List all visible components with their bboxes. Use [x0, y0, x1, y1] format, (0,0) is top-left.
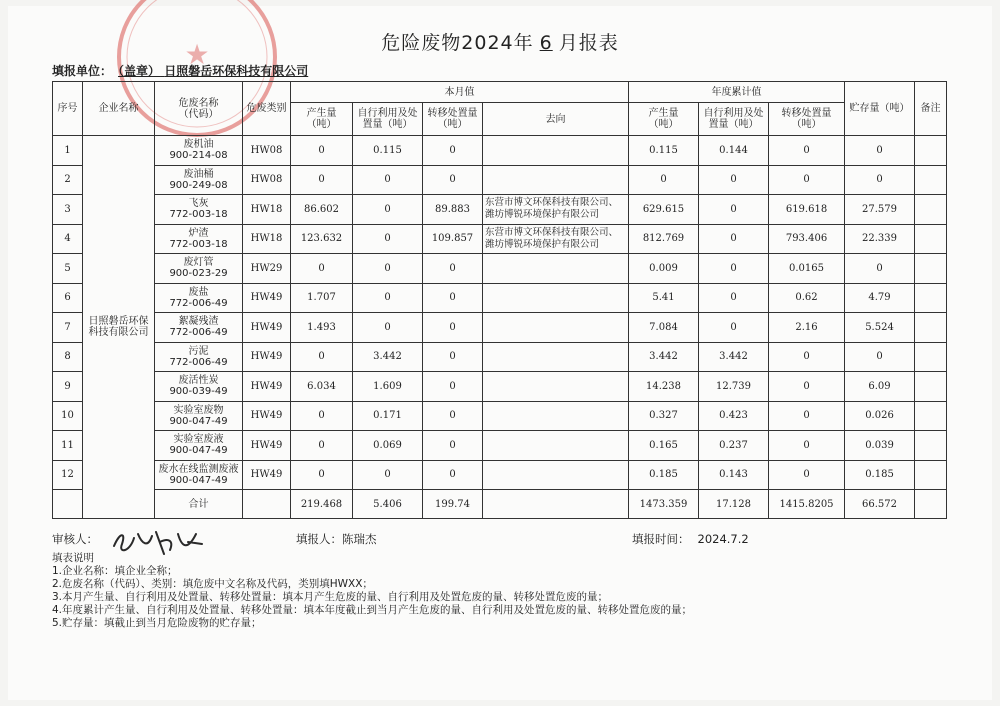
header-year-self-use: 自行利用及处 置量（吨）: [699, 103, 769, 136]
transfer-cell: 0: [423, 401, 483, 431]
year-produced-cell: 14.238: [629, 372, 699, 402]
category-cell: HW49: [243, 431, 291, 461]
seq-cell: 3: [53, 195, 83, 225]
transfer-cell: 0: [423, 342, 483, 372]
instructions-heading: 填表说明: [52, 552, 94, 564]
destination-cell: [483, 136, 629, 166]
total-year-transfer: 1415.8205: [769, 490, 845, 519]
produced-cell: 1.707: [291, 283, 353, 313]
category-cell: HW49: [243, 401, 291, 431]
remark-cell: [915, 401, 947, 431]
category-cell: HW49: [243, 372, 291, 402]
destination-cell: [483, 342, 629, 372]
instruction-item: 3.本月产生量、自行利用及处置量、转移处置量：填本月产生危废的量、自行利用及处置危废的量、转移处置危废的量；: [52, 591, 609, 603]
storage-cell: 0: [845, 165, 915, 195]
category-cell: HW49: [243, 342, 291, 372]
category-cell: HW29: [243, 254, 291, 284]
self-use-cell: 3.442: [353, 342, 423, 372]
waste-name-cell: [155, 224, 243, 254]
year-transfer-cell: 619.618: [769, 195, 845, 225]
instruction-item: 5.贮存量：填截止到当月危险废物的贮存量；: [52, 617, 262, 629]
waste-name-cell: [155, 431, 243, 461]
total-label: 合计: [155, 490, 243, 519]
reviewer-label: 审核人：: [52, 532, 98, 546]
header-remark: 备注: [915, 82, 947, 136]
header-self-use: 自行利用及处 置量（吨）: [353, 103, 423, 136]
table-row: [53, 401, 947, 431]
self-use-cell: 0: [353, 165, 423, 195]
date-label: 填报时间：: [632, 532, 690, 546]
year-self-use-cell: 12.739: [699, 372, 769, 402]
waste-code: 772-003-18: [169, 238, 228, 250]
destination-cell: [483, 313, 629, 343]
storage-cell: 0.039: [845, 431, 915, 461]
waste-name: 废盐: [188, 286, 209, 298]
year-produced-cell: 0.115: [629, 136, 699, 166]
seq-cell: 5: [53, 254, 83, 284]
table-row: [53, 254, 947, 284]
transfer-cell: 109.857: [423, 224, 483, 254]
year-produced-cell: 629.615: [629, 195, 699, 225]
waste-code: 900-039-49: [169, 386, 228, 398]
category-cell: HW08: [243, 136, 291, 166]
year-produced-cell: 0.165: [629, 431, 699, 461]
waste-name: 污泥: [188, 345, 209, 357]
transfer-cell: 0: [423, 136, 483, 166]
self-use-cell: 0.171: [353, 401, 423, 431]
waste-name-cell: [155, 401, 243, 431]
category-cell: HW18: [243, 195, 291, 225]
table-row: [53, 431, 947, 461]
header-storage: 贮存量（吨）: [845, 82, 915, 136]
category-cell: HW49: [243, 283, 291, 313]
year-transfer-cell: 0.0165: [769, 254, 845, 284]
waste-name: 废机油: [183, 139, 214, 151]
table-row: [53, 372, 947, 402]
year-produced-cell: 812.769: [629, 224, 699, 254]
waste-code: 900-214-08: [169, 150, 228, 162]
table-row: [53, 224, 947, 254]
total-blank: [243, 490, 291, 519]
waste-name-cell: [155, 460, 243, 490]
produced-cell: 0: [291, 136, 353, 166]
seq-cell: 4: [53, 224, 83, 254]
title-month: 6: [539, 32, 553, 54]
date-block: [632, 531, 749, 547]
total-year-self-use: 17.128: [699, 490, 769, 519]
total-row: [53, 490, 947, 519]
reporting-unit: [52, 62, 308, 79]
waste-name: 炉渣: [188, 227, 209, 239]
table-row: [53, 460, 947, 490]
produced-cell: 0: [291, 431, 353, 461]
transfer-cell: 0: [423, 283, 483, 313]
self-use-cell: 0: [353, 254, 423, 284]
table-body: [53, 136, 947, 519]
table-row: [53, 313, 947, 343]
storage-cell: 5.524: [845, 313, 915, 343]
year-transfer-cell: 0: [769, 401, 845, 431]
storage-cell: 0.026: [845, 401, 915, 431]
storage-cell: 27.579: [845, 195, 915, 225]
waste-name-cell: [155, 195, 243, 225]
year-produced-cell: 0.009: [629, 254, 699, 284]
category-cell: HW49: [243, 313, 291, 343]
filler-block: [296, 531, 377, 547]
waste-code: 900-047-49: [169, 474, 228, 486]
storage-cell: 6.09: [845, 372, 915, 402]
storage-cell: 0: [845, 136, 915, 166]
header-produced: 产生量 （吨）: [291, 103, 353, 136]
year-self-use-cell: 0.144: [699, 136, 769, 166]
year-self-use-cell: 0.423: [699, 401, 769, 431]
filler-name: 陈瑞杰: [342, 532, 377, 546]
waste-code: 900-023-29: [169, 268, 228, 280]
seq-cell: 6: [53, 283, 83, 313]
produced-cell: 1.493: [291, 313, 353, 343]
remark-cell: [915, 136, 947, 166]
waste-name: 实验室废液: [173, 434, 224, 446]
year-transfer-cell: 0: [769, 342, 845, 372]
storage-cell: 0.185: [845, 460, 915, 490]
category-cell: HW49: [243, 460, 291, 490]
waste-name-cell: [155, 313, 243, 343]
instruction-item: 2.危废名称（代码）、类别：填危废中文名称及代码，类别填HWXX；: [52, 578, 373, 590]
waste-code: 772-003-18: [169, 209, 228, 221]
header-year-transfer: 转移处置量 （吨）: [769, 103, 845, 136]
seq-cell: 12: [53, 460, 83, 490]
header-year-group: 年度累计值: [629, 82, 845, 103]
table-row: [53, 165, 947, 195]
table-row: [53, 283, 947, 313]
seq-cell: 2: [53, 165, 83, 195]
unit-name: 日照磐岳环保科技有限公司: [164, 64, 309, 78]
year-transfer-cell: 0: [769, 372, 845, 402]
destination-cell: [483, 372, 629, 402]
header-waste-name: 危废名称 （代码）: [155, 82, 243, 136]
waste-name: 废灯管: [183, 257, 214, 269]
year-produced-cell: 0.185: [629, 460, 699, 490]
year-transfer-cell: 0.62: [769, 283, 845, 313]
seq-cell: 1: [53, 136, 83, 166]
header-seq: 序号: [53, 82, 83, 136]
table-row: [53, 195, 947, 225]
remark-cell: [915, 254, 947, 284]
year-self-use-cell: 0: [699, 195, 769, 225]
transfer-cell: 89.883: [423, 195, 483, 225]
waste-name: 飞灰: [188, 198, 209, 210]
transfer-cell: 0: [423, 313, 483, 343]
destination-cell: [483, 254, 629, 284]
filler-label: 填报人：: [296, 532, 342, 546]
year-self-use-cell: 3.442: [699, 342, 769, 372]
total-blank: [915, 490, 947, 519]
total-blank: [483, 490, 629, 519]
year-self-use-cell: 0.143: [699, 460, 769, 490]
produced-cell: 0: [291, 342, 353, 372]
seq-cell: 10: [53, 401, 83, 431]
storage-cell: 0: [845, 254, 915, 284]
storage-cell: 22.339: [845, 224, 915, 254]
waste-name-cell: [155, 342, 243, 372]
header-company: 企业名称: [83, 82, 155, 136]
year-transfer-cell: 0: [769, 136, 845, 166]
header-year-produced: 产生量 （吨）: [629, 103, 699, 136]
destination-cell: [483, 165, 629, 195]
waste-report-table: [52, 81, 947, 519]
seq-cell: 11: [53, 431, 83, 461]
remark-cell: [915, 165, 947, 195]
year-produced-cell: 0.327: [629, 401, 699, 431]
waste-name-cell: [155, 165, 243, 195]
storage-cell: 0: [845, 342, 915, 372]
transfer-cell: 0: [423, 460, 483, 490]
destination-cell: 东营市博文环保科技有限公司、潍坊博锐环境保护有限公司: [483, 224, 629, 254]
instruction-item: 1.企业名称：填企业全称；: [52, 565, 178, 577]
waste-name: 废油桶: [183, 168, 214, 180]
total-storage: 66.572: [845, 490, 915, 519]
produced-cell: 123.632: [291, 224, 353, 254]
year-self-use-cell: 0.237: [699, 431, 769, 461]
waste-name-cell: [155, 136, 243, 166]
unit-stamp-note: （盖章）: [118, 64, 161, 78]
table-row: [53, 342, 947, 372]
destination-cell: 东营市博文环保科技有限公司、潍坊博锐环境保护有限公司: [483, 195, 629, 225]
produced-cell: 86.602: [291, 195, 353, 225]
transfer-cell: 0: [423, 431, 483, 461]
seq-cell: 9: [53, 372, 83, 402]
transfer-cell: 0: [423, 372, 483, 402]
company-name-cell: 日照磐岳环保科技有限公司: [83, 136, 155, 519]
self-use-cell: 0.069: [353, 431, 423, 461]
header-month-group: 本月值: [291, 82, 629, 103]
remark-cell: [915, 195, 947, 225]
year-produced-cell: 0: [629, 165, 699, 195]
waste-code: 900-047-49: [169, 445, 228, 457]
remark-cell: [915, 342, 947, 372]
year-self-use-cell: 0: [699, 313, 769, 343]
year-transfer-cell: 0: [769, 460, 845, 490]
waste-name: 废活性炭: [178, 375, 219, 387]
report-title: [0, 28, 1000, 55]
produced-cell: 0: [291, 401, 353, 431]
destination-cell: [483, 460, 629, 490]
self-use-cell: 0.115: [353, 136, 423, 166]
instruction-item: 4.年度累计产生量、自行利用及处置量、转移处置量：填本年度截止到当月产生危废的量、自行利用及处置危废的量、转移处置危废的量；: [52, 604, 693, 616]
remark-cell: [915, 372, 947, 402]
waste-name: 废水在线监测废液: [158, 463, 239, 475]
self-use-cell: 1.609: [353, 372, 423, 402]
waste-code: 900-047-49: [169, 415, 228, 427]
year-self-use-cell: 0: [699, 254, 769, 284]
waste-code: 772-006-49: [169, 297, 228, 309]
seq-cell: 8: [53, 342, 83, 372]
year-transfer-cell: 793.406: [769, 224, 845, 254]
self-use-cell: 0: [353, 283, 423, 313]
produced-cell: 0: [291, 460, 353, 490]
remark-cell: [915, 313, 947, 343]
title-prefix: 危险废物2024年: [381, 32, 534, 54]
table-row: [53, 136, 947, 166]
year-self-use-cell: 0: [699, 224, 769, 254]
produced-cell: 0: [291, 254, 353, 284]
waste-name: 絮凝残渣: [178, 316, 219, 328]
transfer-cell: 0: [423, 165, 483, 195]
svg-text:★: ★: [184, 38, 210, 71]
instructions: [52, 552, 692, 630]
self-use-cell: 0: [353, 313, 423, 343]
waste-code: 772-006-49: [169, 356, 228, 368]
waste-name-cell: [155, 283, 243, 313]
waste-name-cell: [155, 372, 243, 402]
destination-cell: [483, 431, 629, 461]
transfer-cell: 0: [423, 254, 483, 284]
remark-cell: [915, 224, 947, 254]
produced-cell: 6.034: [291, 372, 353, 402]
total-produced: 219.468: [291, 490, 353, 519]
title-suffix: 月报表: [558, 32, 619, 54]
waste-name: 实验室废物: [173, 404, 224, 416]
waste-code: 900-249-08: [169, 179, 228, 191]
seq-cell: 7: [53, 313, 83, 343]
header-category: 危废类别: [243, 82, 291, 136]
year-produced-cell: 7.084: [629, 313, 699, 343]
year-produced-cell: 5.41: [629, 283, 699, 313]
header-transfer: 转移处置量 （吨）: [423, 103, 483, 136]
year-self-use-cell: 0: [699, 165, 769, 195]
self-use-cell: 0: [353, 460, 423, 490]
destination-cell: [483, 401, 629, 431]
waste-code: 772-006-49: [169, 327, 228, 339]
remark-cell: [915, 283, 947, 313]
waste-name-cell: [155, 254, 243, 284]
date-value: 2024.7.2: [697, 532, 749, 546]
category-cell: HW08: [243, 165, 291, 195]
unit-label: 填报单位：: [52, 64, 113, 78]
total-year-produced: 1473.359: [629, 490, 699, 519]
destination-cell: [483, 283, 629, 313]
year-transfer-cell: 0: [769, 431, 845, 461]
storage-cell: 4.79: [845, 283, 915, 313]
self-use-cell: 0: [353, 224, 423, 254]
year-self-use-cell: 0: [699, 283, 769, 313]
remark-cell: [915, 431, 947, 461]
total-transfer: 199.74: [423, 490, 483, 519]
year-transfer-cell: 2.16: [769, 313, 845, 343]
header-destination: 去向: [483, 103, 629, 136]
category-cell: HW18: [243, 224, 291, 254]
produced-cell: 0: [291, 165, 353, 195]
total-blank: [53, 490, 83, 519]
self-use-cell: 0: [353, 195, 423, 225]
remark-cell: [915, 460, 947, 490]
year-produced-cell: 3.442: [629, 342, 699, 372]
total-self-use: 5.406: [353, 490, 423, 519]
year-transfer-cell: 0: [769, 165, 845, 195]
